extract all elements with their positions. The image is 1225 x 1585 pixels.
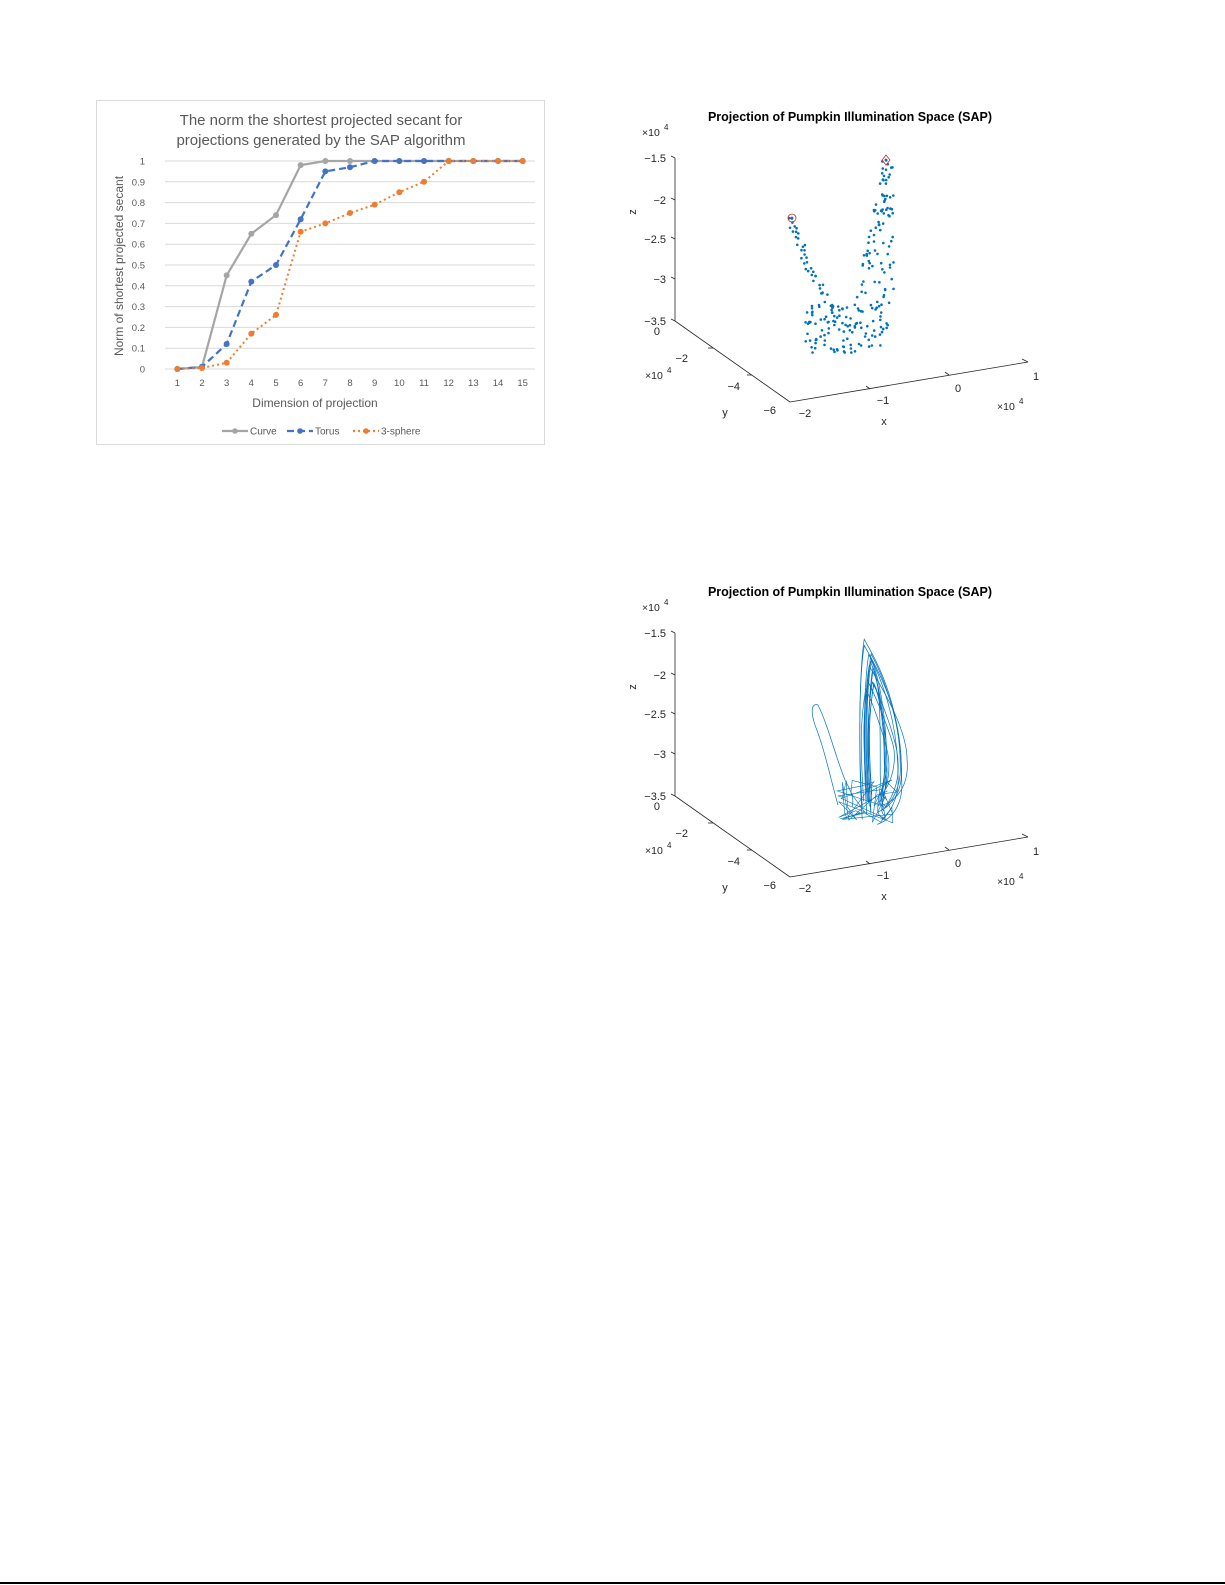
y-tick-label: −2 — [675, 353, 688, 365]
z-tick-label: −2.5 — [644, 709, 666, 721]
y-tick-label: 0.2 — [131, 322, 145, 334]
x-tick-label: 0 — [954, 383, 962, 395]
y-tick-label: 0.9 — [131, 177, 145, 189]
scatter-points — [788, 155, 895, 354]
y-tick-label: −2 — [675, 828, 688, 840]
x-tick-label: 1 — [1032, 846, 1040, 858]
y-tick-label: 0.8 — [131, 198, 145, 210]
secant-norm-chart — [96, 100, 545, 445]
x-axis-ticks — [175, 378, 528, 389]
z-exponent-label: ×10 — [642, 602, 660, 614]
y-axis-label: y — [722, 407, 728, 419]
x-axis-label: x — [881, 416, 887, 428]
x-tick-label: 9 — [372, 378, 378, 389]
y-tick-label: 0.1 — [131, 343, 145, 355]
gridlines — [165, 161, 535, 369]
y-tick-label: 0.4 — [131, 281, 145, 293]
axes-3d — [627, 123, 1039, 428]
z-tick-label: −2.5 — [644, 234, 666, 246]
y-tick-label: 0 — [653, 326, 660, 338]
y-tick-label: −6 — [763, 880, 776, 892]
y-axis-label: Norm of shortest projected secant — [112, 175, 126, 357]
z-tick-label: −1.5 — [644, 153, 666, 165]
x-tick-label: −2 — [798, 408, 812, 420]
z-tick-label: −2 — [653, 195, 666, 207]
x-tick-label: 1 — [1032, 371, 1040, 383]
y-tick-label: −4 — [727, 381, 740, 393]
x-tick-label: −1 — [876, 870, 890, 882]
x-tick-label: 11 — [419, 378, 429, 389]
x-tick-label: 13 — [468, 378, 479, 389]
secant-norm-chart-svg — [97, 101, 546, 446]
pumpkin-trajectory-plot — [600, 575, 1060, 915]
legend-item-curve — [222, 427, 277, 438]
x-tick-label: 14 — [492, 378, 504, 389]
svg-text:Curve: Curve — [250, 426, 277, 438]
chart-title-line-2: projections generated by the SAP algorithm — [176, 132, 466, 149]
x-tick-label: 5 — [273, 378, 279, 389]
x-tick-label: 6 — [298, 378, 304, 389]
y-tick-label: 0.6 — [131, 239, 145, 251]
x-axis-label: x — [881, 891, 887, 903]
y-exponent-label: ×10 — [645, 845, 663, 857]
x-tick-label: 0 — [954, 858, 962, 870]
legend-item-3-sphere — [353, 427, 421, 438]
z-exponent-power: 4 — [664, 123, 669, 132]
z-tick-label: −3.5 — [644, 316, 666, 328]
y-exponent-power: 4 — [667, 841, 672, 850]
z-tick-label: −2 — [653, 670, 666, 682]
y-tick-label: 0.7 — [131, 218, 145, 230]
y-tick-label: −4 — [727, 856, 740, 868]
y-tick-label: 0 — [653, 801, 660, 813]
y-axis-label: y — [722, 882, 728, 894]
y-tick-label: 0.5 — [131, 260, 145, 272]
y-tick-label: 1 — [139, 156, 145, 168]
y-exponent-label: ×10 — [645, 370, 663, 382]
y-tick-label: 0.3 — [131, 302, 145, 314]
x-axis-label: Dimension of projection — [252, 396, 378, 410]
page-bottom-rule — [0, 1582, 1225, 1584]
z-axis-label: z — [627, 684, 639, 690]
y-tick-label: 0 — [139, 364, 145, 376]
y-exponent-power: 4 — [667, 366, 672, 375]
z-tick-label: −3 — [653, 749, 666, 761]
z-exponent-power: 4 — [664, 598, 669, 607]
z-tick-label: −1.5 — [644, 628, 666, 640]
x-tick-label: 4 — [248, 378, 254, 389]
x-tick-label: 8 — [347, 378, 353, 389]
x-exponent-power: 4 — [1019, 872, 1024, 881]
x-tick-label: 10 — [394, 378, 405, 389]
x-exponent-label: ×10 — [997, 876, 1015, 888]
y-tick-label: −6 — [763, 405, 776, 417]
axes-3d — [627, 598, 1039, 903]
y-axis-ticks — [132, 157, 145, 376]
z-axis-label: z — [627, 209, 639, 215]
x-tick-label: −2 — [798, 883, 812, 895]
legend — [222, 427, 421, 438]
plot-title: Projection of Pumpkin Illumination Space (SAP) — [707, 110, 993, 124]
pumpkin-scatter-plot — [600, 100, 1060, 440]
x-tick-label: 2 — [199, 378, 205, 389]
trajectory-lines — [812, 639, 907, 824]
svg-text:Torus: Torus — [315, 426, 340, 438]
x-tick-label: 1 — [174, 378, 180, 389]
legend-item-torus — [287, 427, 339, 438]
chart-title-line-1: The norm the shortest projected secant for — [179, 112, 463, 129]
x-exponent-power: 4 — [1019, 397, 1024, 406]
x-tick-label: −1 — [876, 395, 890, 407]
x-tick-label: 7 — [322, 378, 328, 389]
svg-text:3-sphere: 3-sphere — [381, 426, 421, 438]
x-tick-label: 15 — [517, 378, 528, 389]
z-tick-label: −3 — [653, 274, 666, 286]
z-exponent-label: ×10 — [642, 127, 660, 139]
z-tick-label: −3.5 — [644, 791, 666, 803]
plot-title: Projection of Pumpkin Illumination Space (SAP) — [707, 585, 993, 599]
x-tick-label: 12 — [443, 378, 454, 389]
x-exponent-label: ×10 — [997, 401, 1015, 413]
x-tick-label: 3 — [224, 378, 230, 389]
